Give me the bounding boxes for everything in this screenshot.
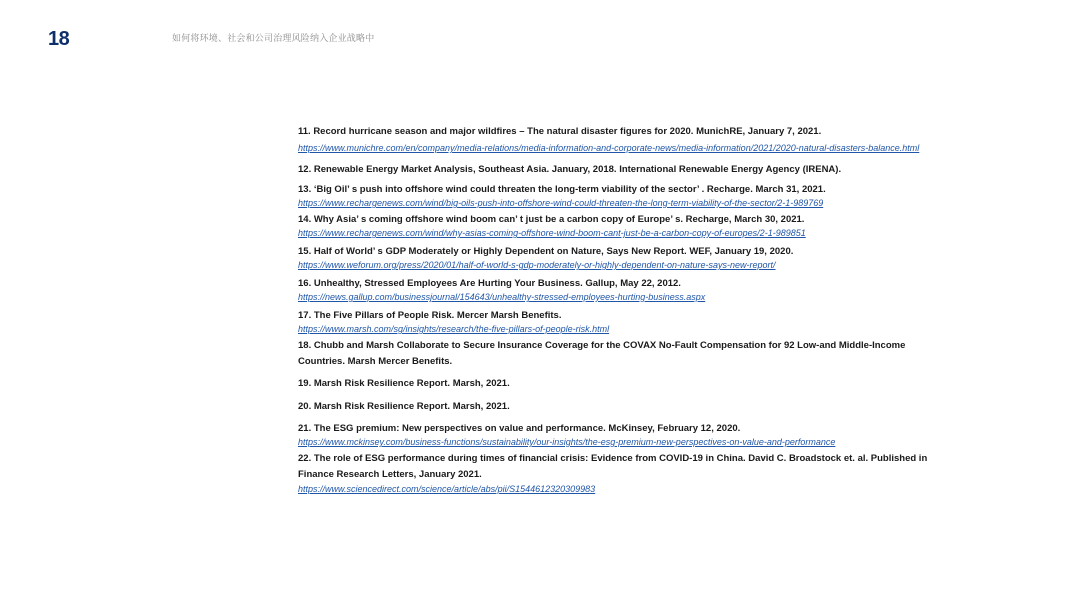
reference-link[interactable]: https://www.mckinsey.com/business-functions/sustainability/our-insights/the-esg-premium-new-perspectives-on-value-and-performance bbox=[298, 437, 836, 447]
reference-link[interactable]: https://www.rechargenews.com/wind/big-oils-push-into-offshore-wind-could-threaten-the-long-term-viability-of-the-sector/2-1-989769 bbox=[298, 198, 824, 208]
reference-title: 22. The role of ESG performance during times of financial crisis: Evidence from COVID-19 in China. David C. Broadstock et. al. Published in Finance Research Letters, January 2021. bbox=[298, 453, 928, 480]
reference-title: 12. Renewable Energy Market Analysis, Southeast Asia. January, 2018. International Renewable Energy Agency (IRENA). bbox=[298, 164, 842, 175]
reference-title: 20. Marsh Risk Resilience Report. Marsh, 2021. bbox=[298, 401, 510, 412]
page-number: 18 bbox=[48, 28, 70, 50]
reference-item-12 bbox=[298, 162, 938, 178]
reference-item-20 bbox=[298, 399, 938, 415]
reference-item-17 bbox=[298, 310, 938, 336]
reference-title: 13. ‘Big Oil’ s push into offshore wind could threaten the long-term viability of the sector’ . Recharge. March 31, 2021. bbox=[298, 184, 826, 195]
reference-item-15 bbox=[298, 246, 938, 272]
reference-item-13 bbox=[298, 184, 938, 210]
reference-link[interactable]: https://www.munichre.com/en/company/media-relations/media-information-and-corporate-news/media-information/2021/2020-natural-disasters-balance.html bbox=[298, 143, 920, 153]
reference-title: 18. Chubb and Marsh Collaborate to Secure Insurance Coverage for the COVAX No-Fault Compensation for 92 Low-and Middle-Income Countries. Marsh Mercer Benefits. bbox=[298, 340, 906, 367]
reference-title: 17. The Five Pillars of People Risk. Mercer Marsh Benefits. bbox=[298, 310, 562, 321]
running-header-title: 如何将环境、社会和公司治理风险纳入企业战略中 bbox=[172, 33, 375, 43]
reference-item-21 bbox=[298, 423, 938, 449]
reference-title: 11. Record hurricane season and major wildfires – The natural disaster figures for 2020. MunichRE, January 7, 2021. bbox=[298, 126, 822, 137]
reference-item-18 bbox=[298, 338, 938, 370]
reference-title: 15. Half of World’ s GDP Moderately or Highly Dependent on Nature, Says New Report. WEF, January 19, 2020. bbox=[298, 246, 794, 257]
reference-item-19 bbox=[298, 376, 938, 392]
reference-link[interactable]: https://www.rechargenews.com/wind/why-asias-coming-offshore-wind-boom-cant-just-be-a-carbon-copy-of-europes/2-1-989851 bbox=[298, 228, 806, 238]
reference-title: 14. Why Asia’ s coming offshore wind boom can’ t just be a carbon copy of Europe’ s. Recharge, March 30, 2021. bbox=[298, 214, 805, 225]
reference-item-22 bbox=[298, 451, 938, 495]
reference-link[interactable]: https://www.sciencedirect.com/science/article/abs/pii/S1544612320309983 bbox=[298, 484, 596, 494]
reference-link[interactable]: https://www.marsh.com/sg/insights/research/the-five-pillars-of-people-risk.html bbox=[298, 324, 610, 334]
reference-link[interactable]: https://www.weforum.org/press/2020/01/half-of-world-s-gdp-moderately-or-highly-dependent-on-nature-says-new-report/ bbox=[298, 260, 776, 270]
reference-title: 19. Marsh Risk Resilience Report. Marsh, 2021. bbox=[298, 378, 510, 389]
reference-item-11 bbox=[298, 124, 938, 156]
reference-link[interactable]: https://news.gallup.com/businessjournal/154643/unhealthy-stressed-employees-hurting-business.aspx bbox=[298, 292, 706, 302]
reference-title: 16. Unhealthy, Stressed Employees Are Hurting Your Business. Gallup, May 22, 2012. bbox=[298, 278, 681, 289]
reference-list bbox=[298, 124, 938, 495]
reference-item-14 bbox=[298, 214, 938, 240]
reference-item-16 bbox=[298, 278, 938, 304]
reference-title: 21. The ESG premium: New perspectives on value and performance. McKinsey, February 12, 2020. bbox=[298, 423, 741, 434]
